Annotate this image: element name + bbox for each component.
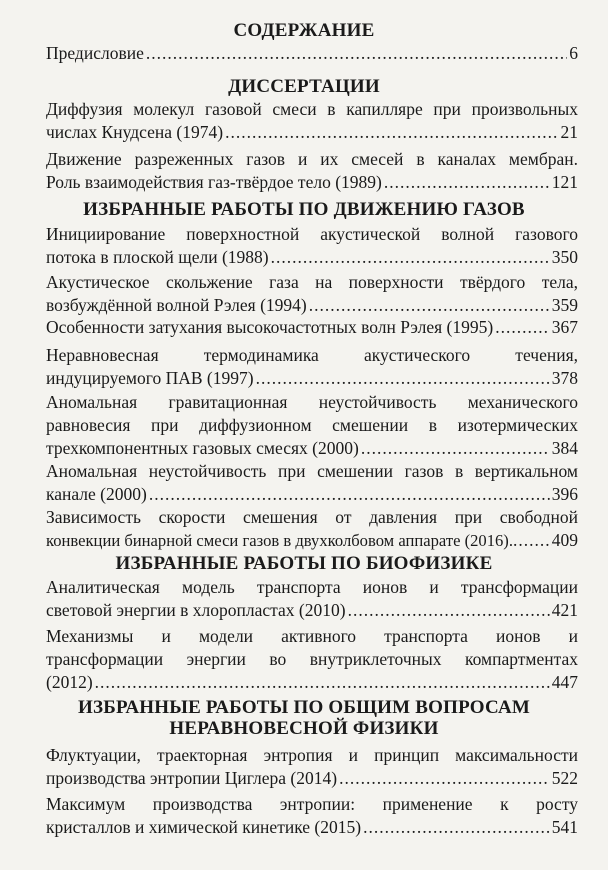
toc-entry — [46, 744, 578, 790]
entry-text: Особенности затухания высокочастотных волн Рэлея (1995) — [46, 317, 494, 337]
section-heading-nonequilibrium: ИЗБРАННЫЕ РАБОТЫ ПО ОБЩИМ ВОПРОСАМ — [77, 697, 531, 718]
entry-text: Аналитическая модель транспорта ионов и трансформации — [46, 577, 578, 597]
dot-leader — [146, 42, 567, 65]
entry-text: равновесия при диффузионном смешении в изотермических — [46, 415, 578, 435]
dot-leader — [348, 599, 550, 622]
entry-page-number: 447 — [551, 672, 578, 692]
entry-text: трехкомпонентных газовых смесях (2000) — [46, 438, 359, 458]
entry-text: производства энтропии Циглера (2014) — [46, 768, 338, 788]
section-heading-dissertations: ДИССЕРТАЦИИ — [228, 76, 380, 97]
entry-page-number: 367 — [551, 317, 578, 337]
dot-leader — [363, 816, 550, 839]
toc-entry — [46, 148, 578, 194]
dot-leader — [256, 367, 550, 390]
section-heading-biophysics: ИЗБРАННЫЕ РАБОТЫ ПО БИОФИЗИКЕ — [115, 553, 493, 574]
entry-text: Максимум производства энтропии: применение к росту — [46, 794, 578, 814]
dot-leader — [495, 316, 550, 339]
toc-entry — [46, 344, 578, 390]
entry-text: возбуждённой волной Рэлея (1994) — [46, 295, 307, 315]
toc-entry — [46, 316, 578, 339]
entry-text: потока в плоской щели (1988) — [46, 247, 269, 267]
entry-page-number: 21 — [560, 122, 578, 142]
entry-page-number: 121 — [551, 172, 578, 192]
toc-entry-preface — [46, 42, 578, 65]
entry-text: индуцируемого ПАВ (1997) — [46, 368, 254, 388]
entry-text: числах Кнудсена (1974) — [46, 122, 224, 142]
toc-entry — [46, 625, 578, 694]
entry-text: Механизмы и модели активного транспорта ионов и — [46, 626, 578, 646]
entry-text: Флуктуации, траекторная энтропия и принцип максимальности — [46, 745, 578, 765]
toc-entry — [46, 271, 578, 317]
dot-leader — [149, 483, 550, 506]
entry-page-number: 396 — [551, 484, 578, 504]
entry-text: Неравновесная термодинамика акустического течения, — [46, 345, 578, 365]
dot-leader — [225, 121, 558, 144]
section-heading-nonequilibrium-line2: НЕРАВНОВЕСНОЙ ФИЗИКИ — [169, 718, 439, 739]
dot-leader — [309, 294, 550, 317]
entry-text: Диффузия молекул газовой смеси в капилляре при произвольных — [46, 99, 578, 119]
toc-entry — [46, 223, 578, 269]
entry-text: (2012) — [46, 672, 93, 692]
toc-entry — [46, 506, 578, 552]
entry-text: Движение разреженных газов и их смесей в каналах мембран. — [46, 149, 578, 169]
toc-entry — [46, 793, 578, 839]
entry-text: Аномальная неустойчивость при смешении газов в вертикальном — [46, 461, 578, 481]
entry-text: Аномальная гравитационная неустойчивость механического — [46, 392, 578, 412]
entry-page-number: 378 — [551, 368, 578, 388]
entry-page-number: 6 — [569, 43, 578, 63]
entry-text: Роль взаимодействия газ-твёрдое тело (1989) — [46, 172, 382, 192]
entry-page-number: 350 — [551, 247, 578, 267]
entry-page-number: 359 — [551, 295, 578, 315]
dot-leader — [513, 529, 552, 552]
dot-leader — [361, 437, 550, 460]
entry-text: Инициирование поверхностной акустической волной газового — [46, 224, 578, 244]
entry-page-number: 541 — [551, 817, 578, 837]
dot-leader — [384, 171, 550, 194]
entry-text: Акустическое скольжение газа на поверхности твёрдого тела, — [46, 272, 578, 292]
page-title: СОДЕРЖАНИЕ — [233, 20, 375, 41]
entry-page-number: 522 — [551, 768, 578, 788]
entry-text: Зависимость скорости смешения от давления при свободной — [46, 507, 578, 527]
dot-leader — [271, 246, 550, 269]
dot-leader — [339, 767, 550, 790]
section-heading-gas-flow: ИЗБРАННЫЕ РАБОТЫ ПО ДВИЖЕНИЮ ГАЗОВ — [83, 199, 525, 220]
entry-page-number: 409 — [551, 530, 578, 550]
toc-entry — [46, 576, 578, 622]
toc-entry — [46, 460, 578, 506]
dot-leader — [95, 671, 550, 694]
entry-text: кристаллов и химической кинетике (2015) — [46, 817, 362, 837]
entry-text: конвекции бинарной смеси газов в двухколбовом аппарате (2016). — [46, 531, 513, 550]
toc-entry — [46, 98, 578, 144]
entry-page-number: 421 — [551, 600, 578, 620]
entry-text: световой энергии в хлоропластах (2010) — [46, 600, 346, 620]
entry-text: Предисловие — [46, 43, 144, 63]
entry-page-number: 384 — [551, 438, 578, 458]
toc-entry — [46, 391, 578, 460]
entry-text: трансформации энергии во внутриклеточных компартментах — [46, 649, 578, 669]
entry-text: канале (2000) — [46, 484, 147, 504]
